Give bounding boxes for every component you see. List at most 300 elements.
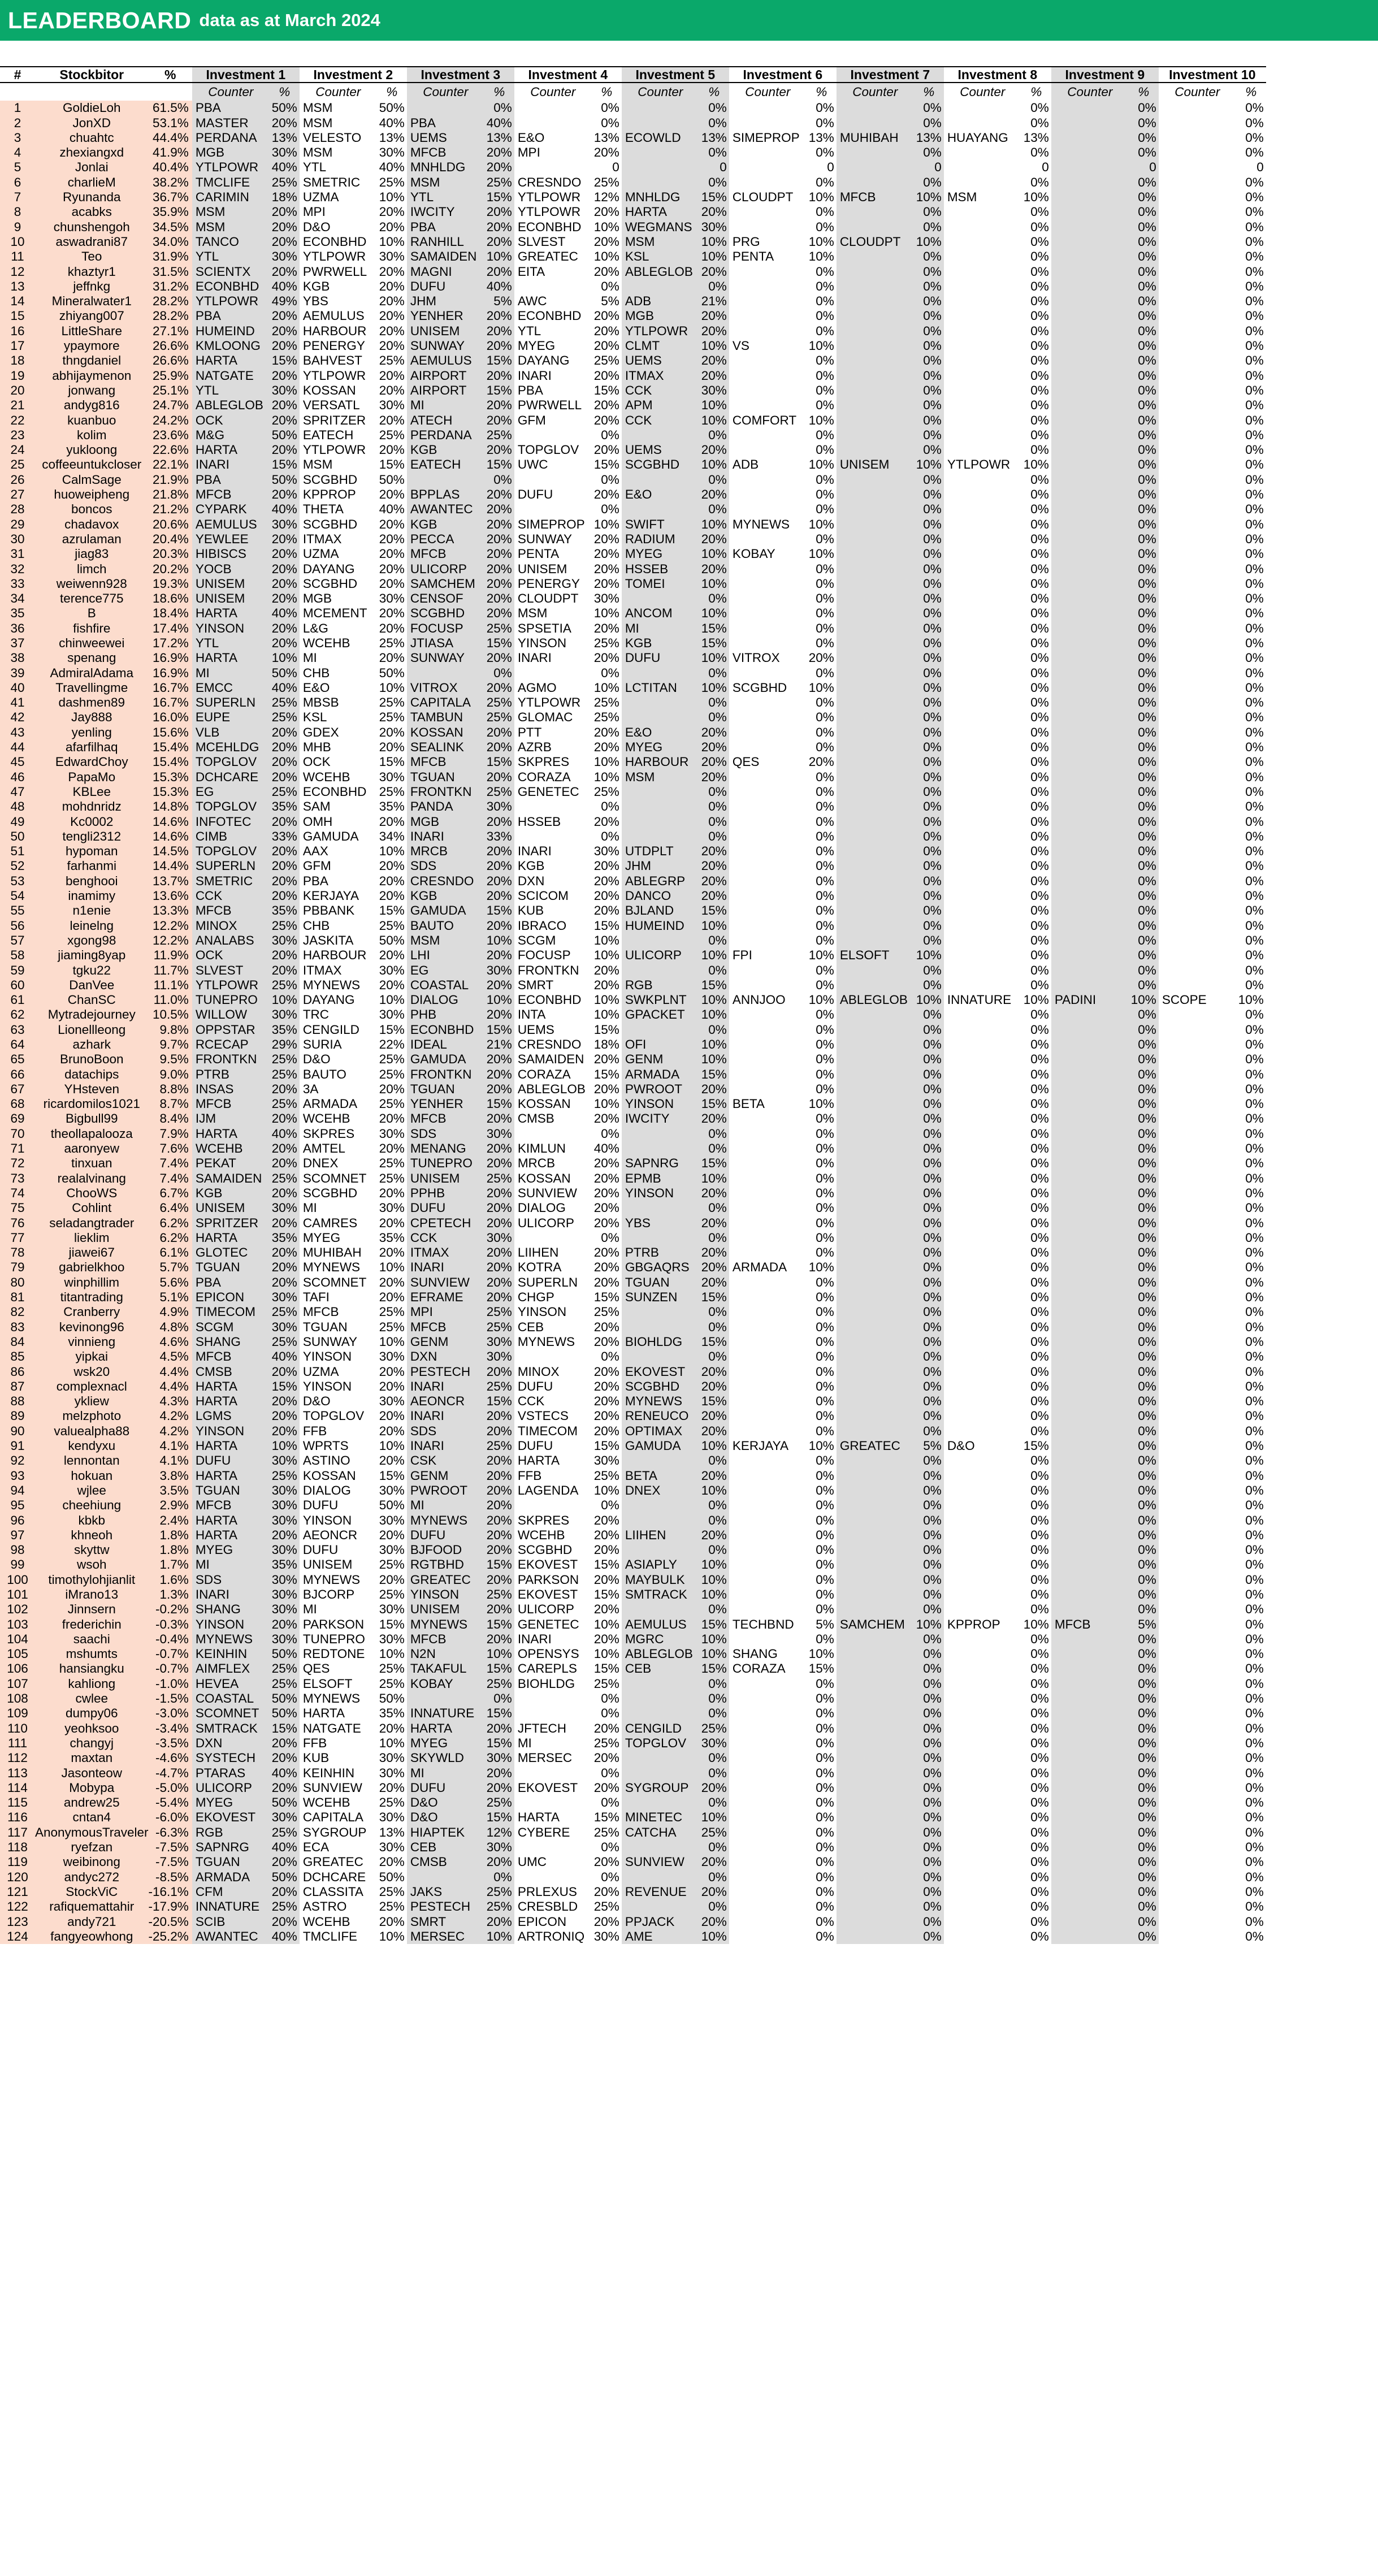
allocation-cell: 0% bbox=[1236, 799, 1266, 814]
allocation-cell: 25% bbox=[592, 353, 622, 368]
header-investment-5: Investment 5 bbox=[622, 67, 729, 83]
table-row bbox=[0, 1885, 1266, 1899]
counter-cell: SDS bbox=[407, 1424, 484, 1439]
counter-cell: TAKAFUL bbox=[407, 1661, 484, 1676]
allocation-cell: 10% bbox=[1021, 993, 1051, 1007]
counter-cell bbox=[1051, 1335, 1129, 1349]
subheader-counter: Counter bbox=[192, 83, 270, 101]
allocation-cell: 0% bbox=[1236, 1305, 1266, 1319]
allocation-cell: 0% bbox=[914, 502, 944, 517]
counter-cell bbox=[729, 1483, 807, 1498]
allocation-cell: 0% bbox=[1021, 785, 1051, 799]
allocation-cell: 0% bbox=[1236, 651, 1266, 665]
counter-cell bbox=[622, 799, 699, 814]
counter-cell bbox=[622, 116, 699, 131]
counter-cell bbox=[944, 547, 1021, 561]
allocation-cell: 10% bbox=[807, 993, 837, 1007]
counter-cell: TANCO bbox=[192, 235, 270, 249]
allocation-cell: 0% bbox=[914, 1557, 944, 1572]
counter-cell bbox=[837, 369, 914, 383]
counter-cell bbox=[1051, 1097, 1129, 1111]
allocation-cell: 30% bbox=[377, 398, 407, 413]
counter-cell: CCK bbox=[622, 383, 699, 398]
table-row bbox=[0, 1379, 1266, 1394]
counter-cell: E&O bbox=[622, 725, 699, 740]
counter-cell bbox=[944, 1929, 1021, 1944]
counter-cell bbox=[729, 1023, 807, 1037]
allocation-cell: 5% bbox=[914, 1439, 944, 1453]
counter-cell bbox=[729, 1216, 807, 1231]
counter-cell: GREATEC bbox=[300, 1855, 377, 1869]
counter-cell bbox=[944, 1795, 1021, 1810]
counter-cell: HARTA bbox=[514, 1453, 592, 1468]
counter-cell bbox=[729, 502, 807, 517]
allocation-cell: 0% bbox=[1236, 1721, 1266, 1736]
allocation-cell: 0% bbox=[1129, 1840, 1159, 1855]
allocation-cell: 0% bbox=[1021, 562, 1051, 577]
counter-cell bbox=[1051, 1305, 1129, 1319]
counter-cell bbox=[837, 1111, 914, 1126]
rank-cell: 16 bbox=[0, 324, 35, 339]
counter-cell bbox=[837, 1691, 914, 1706]
counter-cell bbox=[729, 1721, 807, 1736]
counter-cell: INARI bbox=[407, 1439, 484, 1453]
table-row bbox=[0, 1082, 1266, 1097]
counter-cell: SDS bbox=[407, 859, 484, 873]
allocation-cell: 0% bbox=[807, 473, 837, 487]
allocation-cell: 0% bbox=[807, 532, 837, 547]
allocation-cell: 25% bbox=[592, 1825, 622, 1840]
allocation-cell: 20% bbox=[592, 859, 622, 873]
allocation-cell: 0% bbox=[807, 859, 837, 873]
allocation-cell: 20% bbox=[699, 353, 729, 368]
counter-cell bbox=[944, 919, 1021, 933]
counter-cell: MSM bbox=[622, 770, 699, 785]
allocation-cell: 10% bbox=[592, 993, 622, 1007]
counter-cell: SHANG bbox=[192, 1335, 270, 1349]
counter-cell: MSM bbox=[192, 220, 270, 235]
counter-cell: PWRWELL bbox=[514, 398, 592, 413]
return-percent: 31.2% bbox=[149, 279, 192, 294]
counter-cell: TGUAN bbox=[192, 1483, 270, 1498]
allocation-cell: 0% bbox=[914, 1394, 944, 1409]
allocation-cell: 15% bbox=[1021, 1439, 1051, 1453]
allocation-cell: 0% bbox=[1236, 294, 1266, 309]
counter-cell: YTLPOWR bbox=[192, 160, 270, 175]
counter-cell: PBA bbox=[514, 383, 592, 398]
allocation-cell: 0% bbox=[1129, 1855, 1159, 1869]
counter-cell bbox=[729, 1067, 807, 1082]
counter-cell bbox=[944, 339, 1021, 353]
return-percent: 16.0% bbox=[149, 710, 192, 725]
counter-cell: COASTAL bbox=[407, 978, 484, 993]
allocation-cell: 30% bbox=[377, 1632, 407, 1647]
allocation-cell: 0% bbox=[1021, 1528, 1051, 1543]
return-percent: 15.3% bbox=[149, 770, 192, 785]
allocation-cell: 0% bbox=[1236, 1915, 1266, 1929]
counter-cell bbox=[1159, 1171, 1236, 1186]
allocation-cell: 0% bbox=[914, 725, 944, 740]
counter-cell bbox=[1159, 1037, 1236, 1052]
rank-cell: 56 bbox=[0, 919, 35, 933]
allocation-cell: 0% bbox=[1236, 948, 1266, 963]
counter-cell: MYNEWS bbox=[729, 517, 807, 532]
allocation-cell: 10% bbox=[592, 1007, 622, 1022]
counter-cell: TOPGLOV bbox=[192, 755, 270, 769]
counter-cell bbox=[1159, 205, 1236, 219]
counter-cell: KOBAY bbox=[407, 1677, 484, 1691]
allocation-cell: 0% bbox=[807, 1840, 837, 1855]
counter-cell bbox=[514, 1870, 592, 1885]
allocation-cell: 20% bbox=[699, 1424, 729, 1439]
return-percent: -3.0% bbox=[149, 1706, 192, 1721]
allocation-cell: 0% bbox=[914, 1409, 944, 1423]
table-row bbox=[0, 963, 1266, 978]
allocation-cell: 20% bbox=[592, 1424, 622, 1439]
allocation-cell: 0% bbox=[914, 398, 944, 413]
stockbitor-name: lieklim bbox=[35, 1231, 149, 1245]
allocation-cell: 25% bbox=[377, 353, 407, 368]
allocation-cell: 0% bbox=[1021, 473, 1051, 487]
counter-cell bbox=[622, 1795, 699, 1810]
counter-cell bbox=[1051, 1231, 1129, 1245]
stockbitor-name: xgong98 bbox=[35, 933, 149, 948]
allocation-cell: 0% bbox=[1021, 339, 1051, 353]
counter-cell: EATECH bbox=[407, 457, 484, 472]
allocation-cell: 0% bbox=[1021, 175, 1051, 190]
counter-cell: SLVEST bbox=[192, 963, 270, 978]
counter-cell: PBBANK bbox=[300, 903, 377, 918]
stockbitor-name: Jinnsern bbox=[35, 1602, 149, 1617]
allocation-cell: 12% bbox=[592, 190, 622, 205]
allocation-cell: 30% bbox=[377, 1766, 407, 1781]
counter-cell bbox=[729, 353, 807, 368]
allocation-cell: 20% bbox=[270, 324, 300, 339]
allocation-cell: 0% bbox=[1021, 1305, 1051, 1319]
counter-cell bbox=[407, 1870, 484, 1885]
counter-cell: ITMAX bbox=[407, 1245, 484, 1260]
counter-cell bbox=[837, 1007, 914, 1022]
allocation-cell: 20% bbox=[377, 651, 407, 665]
allocation-cell: 0% bbox=[1021, 1929, 1051, 1944]
allocation-cell: 0% bbox=[1129, 487, 1159, 502]
allocation-cell: 0% bbox=[484, 1691, 514, 1706]
counter-cell bbox=[1051, 577, 1129, 591]
counter-cell bbox=[1051, 1587, 1129, 1602]
counter-cell: D&O bbox=[407, 1795, 484, 1810]
allocation-cell: 0% bbox=[1129, 710, 1159, 725]
allocation-cell: 15% bbox=[699, 1067, 729, 1082]
counter-cell bbox=[944, 220, 1021, 235]
allocation-cell: 20% bbox=[699, 1855, 729, 1869]
counter-cell: KGB bbox=[192, 1186, 270, 1201]
rank-cell: 120 bbox=[0, 1870, 35, 1885]
stockbitor-name: rafiquemattahir bbox=[35, 1899, 149, 1914]
counter-cell bbox=[1159, 1453, 1236, 1468]
counter-cell bbox=[1159, 309, 1236, 323]
counter-cell bbox=[837, 1825, 914, 1840]
counter-cell: CRESNDO bbox=[407, 874, 484, 889]
rank-cell: 12 bbox=[0, 265, 35, 279]
allocation-cell: 20% bbox=[484, 1007, 514, 1022]
counter-cell bbox=[1051, 1498, 1129, 1513]
allocation-cell: 20% bbox=[699, 1915, 729, 1929]
counter-cell: MASTER bbox=[192, 116, 270, 131]
rank-cell: 61 bbox=[0, 993, 35, 1007]
allocation-cell: 20% bbox=[270, 205, 300, 219]
stockbitor-name: fishfire bbox=[35, 621, 149, 636]
allocation-cell: 0% bbox=[1236, 1424, 1266, 1439]
allocation-cell: 15% bbox=[377, 755, 407, 769]
subheader-blank bbox=[35, 83, 149, 101]
allocation-cell: 20% bbox=[270, 1617, 300, 1632]
allocation-cell: 0% bbox=[1129, 1795, 1159, 1810]
counter-cell bbox=[1051, 160, 1129, 175]
counter-cell bbox=[837, 1349, 914, 1364]
rank-cell: 6 bbox=[0, 175, 35, 190]
counter-cell bbox=[1051, 889, 1129, 903]
counter-cell bbox=[1159, 755, 1236, 769]
counter-cell: INFOTEC bbox=[192, 815, 270, 829]
counter-cell bbox=[729, 473, 807, 487]
counter-cell bbox=[1051, 1513, 1129, 1528]
counter-cell: AWANTEC bbox=[192, 1929, 270, 1944]
return-percent: 38.2% bbox=[149, 175, 192, 190]
allocation-cell: 10% bbox=[807, 1647, 837, 1661]
allocation-cell: 0% bbox=[914, 636, 944, 651]
allocation-cell: 15% bbox=[592, 1023, 622, 1037]
allocation-cell: 30% bbox=[270, 1573, 300, 1587]
allocation-cell: 0% bbox=[1021, 1082, 1051, 1097]
counter-cell bbox=[1051, 1320, 1129, 1335]
allocation-cell: 0% bbox=[807, 1810, 837, 1825]
counter-cell: KUB bbox=[514, 903, 592, 918]
counter-cell: M&G bbox=[192, 428, 270, 443]
rank-cell: 13 bbox=[0, 279, 35, 294]
counter-cell bbox=[514, 1766, 592, 1781]
allocation-cell: 0% bbox=[1021, 666, 1051, 681]
counter-cell: CENGILD bbox=[300, 1023, 377, 1037]
allocation-cell: 20% bbox=[484, 1260, 514, 1275]
counter-cell bbox=[944, 175, 1021, 190]
table-row bbox=[0, 740, 1266, 755]
counter-cell bbox=[1051, 785, 1129, 799]
allocation-cell: 0% bbox=[1129, 517, 1159, 532]
allocation-cell: 0% bbox=[1129, 101, 1159, 115]
table-row bbox=[0, 309, 1266, 323]
allocation-cell: 0% bbox=[1021, 844, 1051, 859]
allocation-cell: 25% bbox=[377, 636, 407, 651]
stockbitor-name: valuealpha88 bbox=[35, 1424, 149, 1439]
allocation-cell: 25% bbox=[270, 1171, 300, 1186]
allocation-cell: 0% bbox=[1236, 1439, 1266, 1453]
allocation-cell: 0% bbox=[914, 1290, 944, 1305]
allocation-cell: 15% bbox=[592, 1290, 622, 1305]
counter-cell bbox=[837, 740, 914, 755]
counter-cell: MFCB bbox=[192, 487, 270, 502]
counter-cell bbox=[514, 116, 592, 131]
allocation-cell: 20% bbox=[484, 1483, 514, 1498]
table-row bbox=[0, 160, 1266, 175]
counter-cell: MSM bbox=[944, 190, 1021, 205]
rank-cell: 51 bbox=[0, 844, 35, 859]
counter-cell: SUNVIEW bbox=[514, 1186, 592, 1201]
table-row bbox=[0, 1929, 1266, 1944]
allocation-cell: 40% bbox=[270, 160, 300, 175]
allocation-cell: 0% bbox=[807, 220, 837, 235]
allocation-cell: 20% bbox=[484, 725, 514, 740]
return-percent: 44.4% bbox=[149, 131, 192, 145]
rank-cell: 5 bbox=[0, 160, 35, 175]
counter-cell bbox=[622, 963, 699, 978]
counter-cell bbox=[944, 874, 1021, 889]
allocation-cell: 0% bbox=[807, 1409, 837, 1423]
allocation-cell: 18% bbox=[270, 190, 300, 205]
counter-cell bbox=[1159, 1379, 1236, 1394]
counter-cell bbox=[944, 1691, 1021, 1706]
allocation-cell: 25% bbox=[592, 1305, 622, 1319]
counter-cell bbox=[729, 591, 807, 606]
counter-cell bbox=[1159, 666, 1236, 681]
counter-cell bbox=[944, 1127, 1021, 1141]
allocation-cell: 13% bbox=[270, 131, 300, 145]
return-percent: 2.4% bbox=[149, 1513, 192, 1528]
allocation-cell: 0% bbox=[699, 1677, 729, 1691]
counter-cell bbox=[944, 591, 1021, 606]
allocation-cell: 0% bbox=[807, 1305, 837, 1319]
rank-cell: 119 bbox=[0, 1855, 35, 1869]
counter-cell: HIBISCS bbox=[192, 547, 270, 561]
return-percent: 28.2% bbox=[149, 294, 192, 309]
counter-cell bbox=[837, 473, 914, 487]
counter-cell: MI bbox=[192, 666, 270, 681]
allocation-cell: 20% bbox=[377, 562, 407, 577]
allocation-cell: 12% bbox=[484, 1825, 514, 1840]
counter-cell: DIALOG bbox=[300, 1483, 377, 1498]
return-percent: 13.3% bbox=[149, 903, 192, 918]
allocation-cell: 35% bbox=[270, 799, 300, 814]
counter-cell bbox=[837, 1424, 914, 1439]
counter-cell bbox=[944, 1186, 1021, 1201]
counter-cell: YINSON bbox=[622, 1097, 699, 1111]
allocation-cell: 20% bbox=[699, 1528, 729, 1543]
allocation-cell: 0% bbox=[1021, 1870, 1051, 1885]
allocation-cell: 0% bbox=[1021, 1706, 1051, 1721]
counter-cell: D&O bbox=[300, 1052, 377, 1067]
counter-cell bbox=[729, 1781, 807, 1795]
allocation-cell: 0% bbox=[592, 666, 622, 681]
allocation-cell: 0% bbox=[914, 859, 944, 873]
allocation-cell: 0% bbox=[1129, 398, 1159, 413]
allocation-cell: 15% bbox=[484, 383, 514, 398]
allocation-cell: 20% bbox=[484, 1513, 514, 1528]
rank-cell: 37 bbox=[0, 636, 35, 651]
allocation-cell: 0% bbox=[807, 265, 837, 279]
return-percent: 34.0% bbox=[149, 235, 192, 249]
counter-cell bbox=[729, 1171, 807, 1186]
return-percent: 31.5% bbox=[149, 265, 192, 279]
allocation-cell: 20% bbox=[592, 205, 622, 219]
allocation-cell: 0% bbox=[592, 428, 622, 443]
table-row bbox=[0, 175, 1266, 190]
counter-cell bbox=[729, 1840, 807, 1855]
allocation-cell: 20% bbox=[270, 1424, 300, 1439]
counter-cell bbox=[837, 621, 914, 636]
return-percent: 16.7% bbox=[149, 681, 192, 695]
counter-cell bbox=[1159, 1751, 1236, 1765]
rank-cell: 117 bbox=[0, 1825, 35, 1840]
counter-cell bbox=[1159, 1007, 1236, 1022]
return-percent: 13.6% bbox=[149, 889, 192, 903]
allocation-cell: 20% bbox=[377, 1453, 407, 1468]
allocation-cell: 30% bbox=[377, 1483, 407, 1498]
counter-cell: MGRC bbox=[622, 1632, 699, 1647]
counter-cell bbox=[1159, 710, 1236, 725]
stockbitor-name: Kc0002 bbox=[35, 815, 149, 829]
rank-cell: 115 bbox=[0, 1795, 35, 1810]
counter-cell: EFRAME bbox=[407, 1290, 484, 1305]
counter-cell bbox=[837, 1810, 914, 1825]
allocation-cell: 25% bbox=[270, 919, 300, 933]
counter-cell: RCECAP bbox=[192, 1037, 270, 1052]
counter-cell: PPHB bbox=[407, 1186, 484, 1201]
allocation-cell: 25% bbox=[484, 621, 514, 636]
counter-cell bbox=[622, 502, 699, 517]
counter-cell bbox=[729, 265, 807, 279]
table-row bbox=[0, 1335, 1266, 1349]
allocation-cell: 35% bbox=[377, 1231, 407, 1245]
counter-cell bbox=[407, 101, 484, 115]
allocation-cell: 10% bbox=[592, 249, 622, 264]
allocation-cell: 15% bbox=[699, 1097, 729, 1111]
allocation-cell: 20% bbox=[484, 1275, 514, 1290]
allocation-cell: 0% bbox=[1021, 577, 1051, 591]
allocation-cell: 0% bbox=[1129, 651, 1159, 665]
allocation-cell: 0% bbox=[807, 294, 837, 309]
counter-cell bbox=[729, 963, 807, 978]
rank-cell: 109 bbox=[0, 1706, 35, 1721]
counter-cell bbox=[514, 428, 592, 443]
allocation-cell: 0% bbox=[1236, 190, 1266, 205]
counter-cell bbox=[944, 1498, 1021, 1513]
stockbitor-name: coffeeuntukcloser bbox=[35, 457, 149, 472]
allocation-cell: 10% bbox=[484, 933, 514, 948]
counter-cell: MBSB bbox=[300, 695, 377, 710]
stockbitor-name: chinweewei bbox=[35, 636, 149, 651]
allocation-cell: 20% bbox=[270, 755, 300, 769]
allocation-cell: 25% bbox=[484, 1795, 514, 1810]
allocation-cell: 20% bbox=[484, 740, 514, 755]
allocation-cell: 10% bbox=[699, 413, 729, 428]
counter-cell: ARTRONIQ bbox=[514, 1929, 592, 1944]
allocation-cell: 0% bbox=[914, 473, 944, 487]
counter-cell bbox=[729, 606, 807, 621]
allocation-cell: 20% bbox=[377, 1573, 407, 1587]
allocation-cell: 30% bbox=[592, 591, 622, 606]
counter-cell bbox=[837, 279, 914, 294]
counter-cell bbox=[837, 1677, 914, 1691]
stockbitor-name: tengli2312 bbox=[35, 829, 149, 844]
subheader-counter: Counter bbox=[1159, 83, 1236, 101]
counter-cell: MYEG bbox=[514, 339, 592, 353]
counter-cell: SCGBHD bbox=[622, 1379, 699, 1394]
allocation-cell: 0% bbox=[1021, 919, 1051, 933]
counter-cell bbox=[1051, 101, 1129, 115]
subheader-percent: % bbox=[807, 83, 837, 101]
allocation-cell: 25% bbox=[377, 175, 407, 190]
counter-cell: MFCB bbox=[192, 1498, 270, 1513]
table-row bbox=[0, 978, 1266, 993]
